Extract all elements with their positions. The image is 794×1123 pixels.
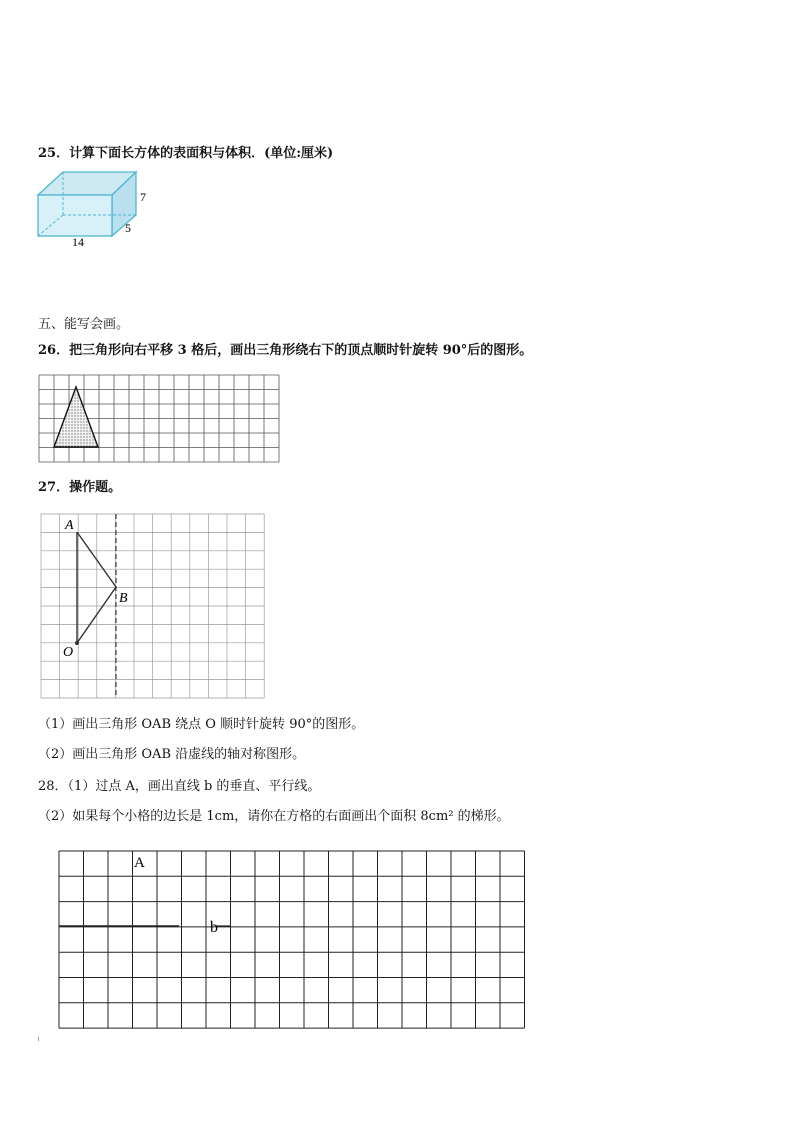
q26-grid-figure bbox=[38, 373, 280, 465]
shaded-triangle bbox=[54, 387, 98, 447]
q27-grid-figure bbox=[40, 512, 268, 700]
q25-text: 25．计算下面长方体的表面积与体积．(单位:厘米) bbox=[38, 146, 334, 161]
q28-sub1: 28．（1）过点 A，画出直线 b 的垂直、平行线。 bbox=[38, 779, 321, 794]
point-b-label: B bbox=[119, 591, 128, 606]
q26-text: 26．把三角形向右平移 3 格后，画出三角形绕右下的顶点顺时针旋转 90°后的图形。 bbox=[38, 343, 533, 358]
point-o-label: O bbox=[63, 645, 74, 660]
cuboid-length-label: 14 bbox=[72, 235, 84, 249]
point-a-label-q28: A bbox=[134, 855, 145, 871]
scan-mark bbox=[38, 1037, 39, 1041]
q27-sub2: （2）画出三角形 OAB 沿虚线的轴对称图形。 bbox=[38, 747, 306, 762]
point-a-label: A bbox=[65, 518, 74, 533]
section-title: 五、能写会画。 bbox=[38, 317, 130, 332]
q28-sub2: （2）如果每个小格的边长是 1cm，请你在方格的右面画出个面积 8cm² 的梯形。 bbox=[38, 809, 510, 824]
q27-sub1: （1）画出三角形 OAB 绕点 O 顺时针旋转 90°的图形。 bbox=[38, 717, 365, 732]
cuboid-width-label: 5 bbox=[125, 221, 131, 235]
cuboid-figure bbox=[30, 168, 160, 263]
line-b-label: b bbox=[210, 919, 218, 936]
q28-grid-figure bbox=[56, 848, 526, 1030]
cuboid-height-label: 7 bbox=[140, 190, 146, 204]
q27-text: 27．操作题。 bbox=[38, 480, 122, 495]
